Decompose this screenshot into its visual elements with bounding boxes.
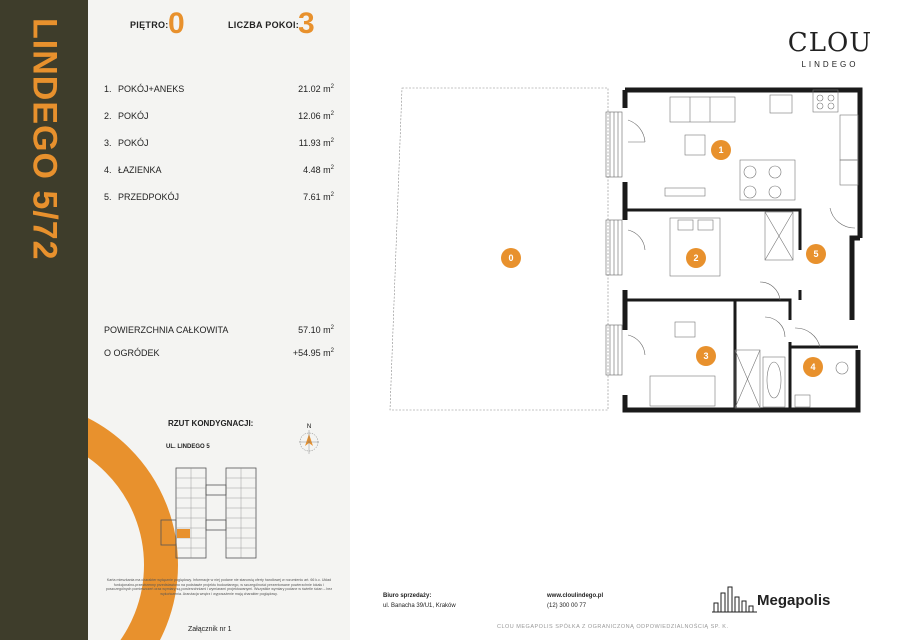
room-name: POKÓJ bbox=[118, 111, 149, 121]
apartment-highlight bbox=[177, 529, 190, 538]
room-area: 7.61 $m^2$ bbox=[303, 192, 334, 202]
logo-main: CLOU bbox=[787, 28, 873, 58]
room-row bbox=[104, 111, 334, 138]
room-number: 2. bbox=[104, 111, 112, 121]
room-area: 12.06 $m^2$ bbox=[298, 111, 334, 121]
company-name: CLOU MEGAPOLIS SPÓŁKA Z OGRANICZONĄ ODPOWIEDZIALNOŚCIĄ SP. K. bbox=[497, 624, 729, 630]
apartment-title: LINDEGO 5/72 bbox=[25, 18, 64, 261]
room-name: POKÓJ bbox=[118, 138, 149, 148]
developer-logo: Megapolis bbox=[757, 592, 831, 609]
floor-plan bbox=[380, 60, 880, 430]
floor-value: 0 bbox=[168, 7, 185, 40]
room-number: 1. bbox=[104, 84, 112, 94]
floor-plan-title: RZUT KONDYGNACJI: bbox=[168, 419, 254, 428]
room-row bbox=[104, 165, 334, 192]
room-badge-1: 1 bbox=[711, 140, 731, 160]
room-number: 3. bbox=[104, 138, 112, 148]
room-count-value: 3 bbox=[298, 7, 315, 40]
room-name: PRZEDPOKÓJ bbox=[118, 192, 180, 202]
garden-outline bbox=[390, 88, 608, 410]
phone-number: (12) 300 00 77 bbox=[547, 603, 587, 609]
door-swings bbox=[628, 120, 855, 355]
compass-icon bbox=[296, 420, 322, 456]
info-panel bbox=[88, 0, 350, 640]
garden-label: O OGRÓDEK bbox=[104, 348, 160, 358]
room-badge-3: 3 bbox=[696, 346, 716, 366]
room-row bbox=[104, 192, 334, 219]
windows bbox=[606, 112, 622, 375]
room-row bbox=[104, 138, 334, 165]
floor-label: PIĘTRO: bbox=[130, 20, 169, 30]
website-link[interactable]: www.cloulindego.pl bbox=[547, 593, 604, 599]
room-number: 5. bbox=[104, 192, 112, 202]
building-plan-thumbnail bbox=[156, 460, 276, 570]
annex-label: Załącznik nr 1 bbox=[188, 626, 232, 633]
total-area-label: POWIERZCHNIA CAŁKOWITA bbox=[104, 325, 229, 335]
garden-value: +54.95 $m^2$ bbox=[292, 348, 334, 358]
disclaimer: Karta mieszkania ma charakter wyłącznie poglądowy. Informacje w niej podane nie stanowią oferty handlowej w rozumieniu art. 66 k.c. Układ funkcjonalno-przestrzenny przedstawiono na podstawie projektu budowlanego, w szczególności prezentowane powierzchnie lokalu i poszczególnych pomieszczeń oraz wymiary są powierzchniami i wymiarami projektowanymi. Wszystkie wymiary podane w świetle ścian – bez wykończenia. Aranżacja wnętrz i wyposażenie mają charakter poglądowy. bbox=[105, 578, 333, 596]
room-area: 4.48 $m^2$ bbox=[303, 165, 334, 175]
room-badge-0: 0 bbox=[501, 248, 521, 268]
apartment-title-container bbox=[8, 18, 80, 261]
room-number: 4. bbox=[104, 165, 112, 175]
furniture bbox=[650, 90, 858, 408]
total-area-value: 57.10 $m^2$ bbox=[298, 325, 334, 335]
skyline-icon bbox=[712, 585, 757, 613]
floor-info bbox=[130, 7, 185, 40]
room-badge-4: 4 bbox=[803, 357, 823, 377]
room-area: 21.02 $m^2$ bbox=[298, 84, 334, 94]
logo-sub: LINDEGO bbox=[801, 60, 859, 69]
room-list bbox=[104, 84, 334, 219]
sales-office-label: Biuro sprzedaży: bbox=[383, 593, 432, 599]
room-count-label: LICZBA POKOI: bbox=[228, 20, 300, 30]
inner-walls bbox=[625, 210, 858, 410]
sales-office-address: ul. Banacha 39/U1, Kraków bbox=[383, 603, 456, 609]
room-row bbox=[104, 84, 334, 111]
room-name: POKÓJ+ANEKS bbox=[118, 84, 185, 94]
svg-text:N: N bbox=[306, 424, 312, 430]
room-badge-5: 5 bbox=[806, 244, 826, 264]
room-count-info bbox=[228, 7, 315, 40]
room-area: 11.93 $m^2$ bbox=[298, 138, 334, 148]
room-badge-2: 2 bbox=[686, 248, 706, 268]
room-name: ŁAZIENKA bbox=[118, 165, 162, 175]
street-label: UL. LINDEGO 5 bbox=[166, 444, 210, 450]
sidebar bbox=[0, 0, 88, 640]
